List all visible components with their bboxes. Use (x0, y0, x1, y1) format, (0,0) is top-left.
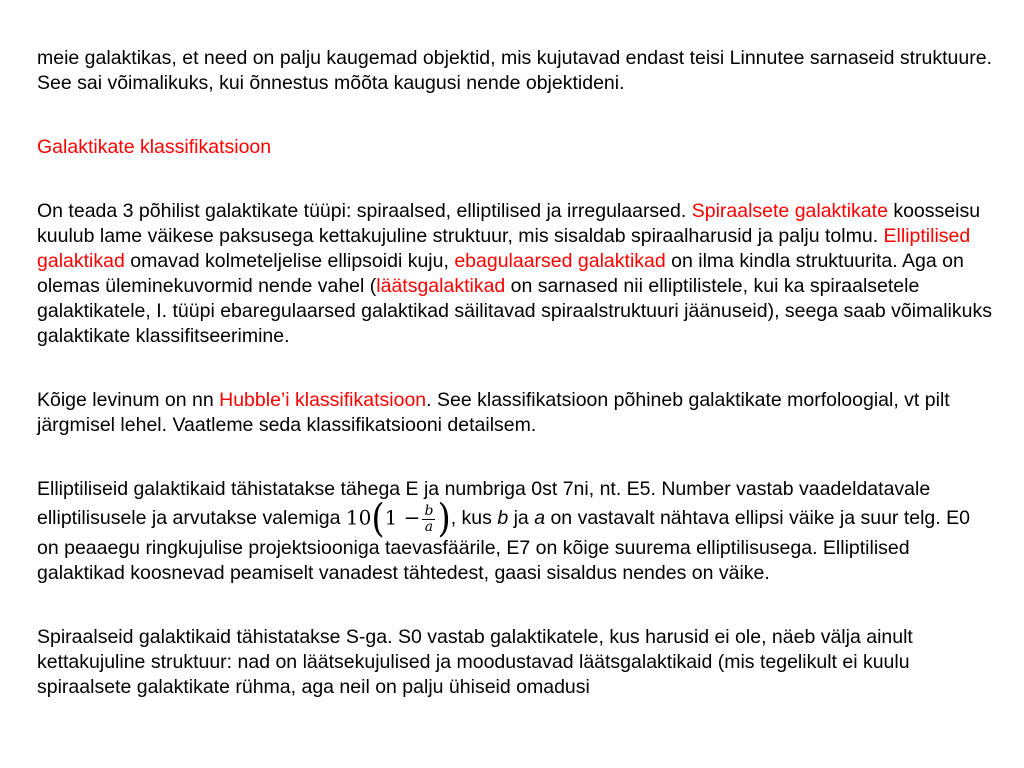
formula-denominator: a (424, 518, 434, 535)
term-irregular-galaxies: ebagulaarsed galaktikad (454, 250, 666, 272)
formula-coefficient: 10 (345, 505, 372, 530)
elliptical-paragraph (37, 477, 997, 586)
types-text-2: koosseisu kuulub lame väikese paksusega kettakujuline struktuur, mis sisaldab spiraalharusid ja palju tolmu. (37, 200, 981, 247)
ellipticity-formula (345, 496, 451, 542)
hubble-paragraph (37, 388, 997, 438)
hubble-text-2: . See klassifikatsioon põhineb galaktikate morfoloogial, vt pilt järgmisel lehel. Vaatleme seda klassifikatsiooni detailsem. (37, 389, 950, 436)
term-spiral-galaxies: Spiraalsete galaktikate (691, 200, 888, 222)
elliptical-text-1: Elliptiliseid galaktikaid tähistatakse tähega E ja numbriga 0st 7ni, nt. E5. Number vastab vaadeldatavale elliptilisusele ja arvutakse valemiga (37, 478, 931, 530)
hubble-text-1: Kõige levinum on nn (37, 389, 220, 411)
types-text-1: On teada 3 põhilist galaktikate tüüpi: spiraalsed, elliptilised ja irregulaarsed. (37, 200, 692, 222)
section-heading (37, 135, 997, 160)
formula-fraction (422, 504, 435, 535)
term-lenticular-galaxies: läätsgalaktikad (376, 275, 506, 297)
formula-right-paren: ) (437, 496, 451, 542)
formula-left-paren: ( (371, 496, 385, 542)
types-text-5: on sarnased nii elliptilistele, kui ka spiraalsetele galaktikatele, I. tüüpi ebaregulaarsed galaktikad säilitavad spiraalstruktuuri jäänuseid), seega saab võimalikuks galaktikate klassifitseerimine. (37, 275, 992, 347)
types-text-3: omavad kolmeteljelise ellipsoidi kuju, (124, 250, 455, 272)
section-heading-text: Galaktikate klassifikatsioon (37, 136, 272, 158)
elliptical-text-2: , kus (450, 507, 498, 530)
formula-numerator: b (424, 502, 434, 519)
intro-paragraph (37, 46, 997, 96)
variable-b: b (497, 507, 509, 530)
variable-a: a (534, 507, 546, 530)
formula-one-minus: 1 − (384, 505, 421, 530)
document-page (37, 46, 997, 739)
term-hubble-classification: Hubble’i klassifikatsioon (219, 389, 427, 411)
elliptical-text-4: on vastavalt nähtava ellipsi väike ja suur telg. E0 on peaaegu ringkujulise projektsiooniga taevasfäärile, E7 on kõige suurema elliptilisusega. Elliptilised galaktikad koosnevad peamiselt vanadest tähtedest, gaasi sisaldus nendes on väike. (37, 507, 970, 584)
types-text-4: on ilma kindla struktuurita. Aga on olemas üleminekuvormid nende vahel ( (37, 250, 964, 297)
term-elliptical-galaxies: Elliptilised galaktikad (37, 225, 971, 272)
elliptical-text-3: ja (508, 507, 535, 530)
spiral-paragraph (37, 625, 997, 700)
intro-text: meie galaktikas, et need on palju kaugemad objektid, mis kujutavad endast teisi Linnutee sarnaseid struktuure. See sai võimalikuks, kui õnnestus mõõta kaugusi nende objektideni. (37, 47, 992, 94)
spiral-text: Spiraalseid galaktikaid tähistatakse S-ga. S0 vastab galaktikatele, kus harusid ei ole, näeb välja ainult kettakujuline struktuur: nad on läätsekujulised ja moodustavad läätsgalaktikaid (mis tegelikult ei kuulu spiraalsete galaktikate rühma, aga neil on palju ühiseid omadusi (37, 626, 913, 698)
galaxy-types-paragraph (37, 199, 997, 349)
